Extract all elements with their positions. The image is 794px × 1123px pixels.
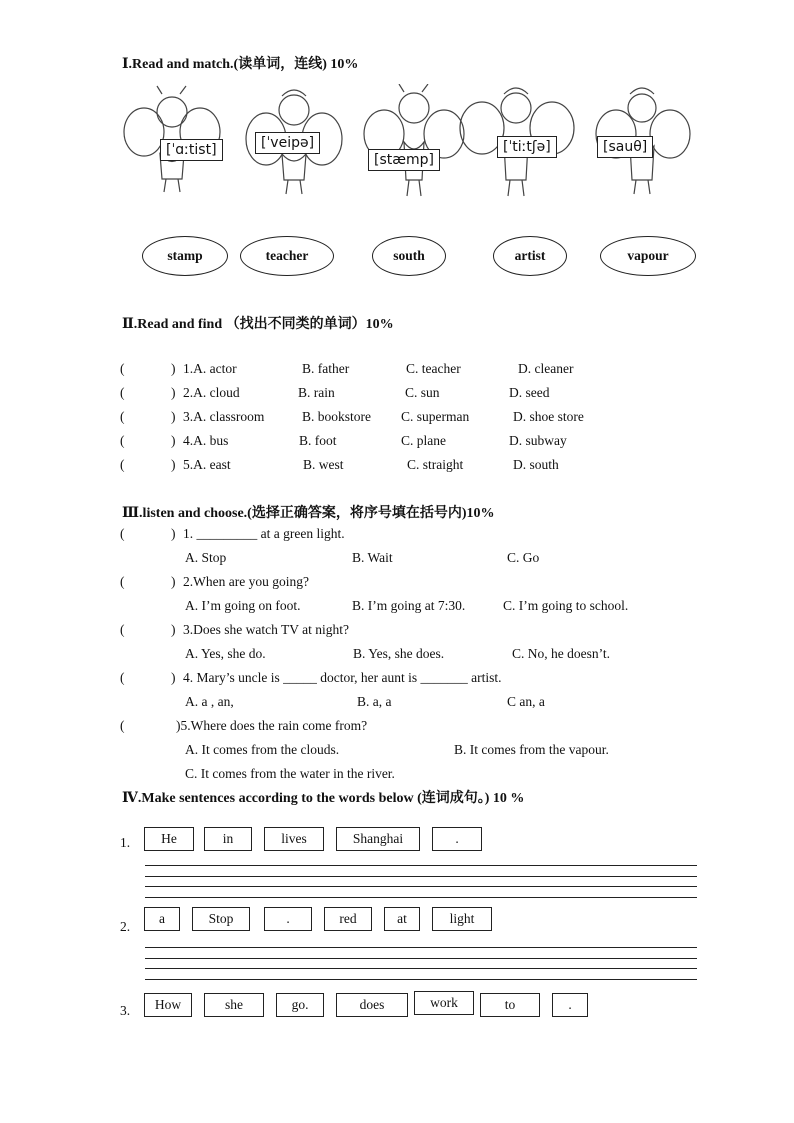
option-d: D. seed [509, 385, 550, 400]
option-a: 4.A. bus [183, 433, 229, 448]
question-4: 4. Mary’s uncle is _____ doctor, her aunt is _______ artist. [183, 670, 502, 685]
option-a: 2.A. cloud [183, 385, 240, 400]
question-2-option-c: C. I’m going to school. [503, 598, 629, 613]
answer-paren-open: ( [120, 385, 125, 400]
word-box: He [144, 827, 194, 851]
phonetic-card-4: [ˈtiːtʃə] [497, 136, 557, 158]
word-box: a [144, 907, 180, 931]
question-5-option-c: C. It comes from the water in the river. [185, 766, 395, 781]
word-box: in [204, 827, 252, 851]
question-5-option-b: B. It comes from the vapour. [454, 742, 609, 757]
section-3-heading: Ⅲ.listen and choose.(选择正确答案，将序号填在括号内)10% [122, 506, 495, 521]
word-box: Stop [192, 907, 250, 931]
sentence-3-number: 3. [120, 1003, 131, 1018]
word-box: Shanghai [336, 827, 420, 851]
answer-paren-close: ) [171, 670, 176, 685]
question-3: 3.Does she watch TV at night? [183, 622, 349, 637]
word-box: she [204, 993, 264, 1017]
option-c: C. plane [401, 433, 446, 448]
question-4-option-a: A. a , an, [185, 694, 234, 709]
bee-figure-2-illustration [364, 84, 464, 196]
word-oval-artist: artist [493, 236, 567, 276]
answer-paren-close: ) [171, 433, 176, 448]
answer-paren-open: ( [120, 433, 125, 448]
option-a: 3.A. classroom [183, 409, 265, 424]
word-box: light [432, 907, 492, 931]
answer-paren-close: ) [171, 361, 176, 376]
question-3-option-c: C. No, he doesn’t. [512, 646, 610, 661]
section-4-heading: Ⅳ.Make sentences according to the words below (连词成句。) 10 % [122, 791, 525, 806]
answer-paren-open: ( [120, 526, 125, 541]
option-d: D. south [513, 457, 559, 472]
word-box: . [552, 993, 588, 1017]
question-2: 2.When are you going? [183, 574, 309, 589]
word-box: . [432, 827, 482, 851]
word-oval-south: south [372, 236, 446, 276]
answer-paren-close: ) [171, 409, 176, 424]
option-d: D. cleaner [518, 361, 574, 376]
sentence-2-number: 2. [120, 919, 131, 934]
word-box: to [480, 993, 540, 1017]
answer-paren-close: ) [171, 526, 176, 541]
question-2-option-a: A. I’m going on foot. [185, 598, 301, 613]
word-box: at [384, 907, 420, 931]
sentence-1-number: 1. [120, 835, 131, 850]
writing-line [145, 968, 697, 969]
writing-line [145, 897, 697, 898]
phonetic-card-5: [sauθ] [597, 136, 653, 158]
section-1-heading: Ⅰ.Read and match.(读单词，连线) 10% [122, 57, 359, 72]
writing-line [145, 886, 697, 887]
question-5-option-a: A. It comes from the clouds. [185, 742, 340, 757]
question-1: 1. _________ at a green light. [183, 526, 345, 541]
writing-line [145, 979, 697, 980]
word-oval-vapour: vapour [600, 236, 696, 276]
answer-paren-open: ( [120, 622, 125, 637]
question-1-option-b: B. Wait [352, 550, 393, 565]
answer-paren-open: ( [120, 574, 125, 589]
writing-line [145, 947, 697, 948]
section-2-heading: Ⅱ.Read and find （找出不同类的单词）10% [122, 317, 394, 332]
question-3-option-a: A. Yes, she do. [185, 646, 266, 661]
word-box: red [324, 907, 372, 931]
question-4-option-b: B. a, a [357, 694, 392, 709]
option-d: D. subway [509, 433, 567, 448]
word-oval-teacher: teacher [240, 236, 334, 276]
option-c: C. straight [407, 457, 464, 472]
option-b: B. rain [298, 385, 335, 400]
phonetic-card-3: [stæmp] [368, 149, 440, 171]
question-3-option-b: B. Yes, she does. [353, 646, 445, 661]
answer-paren-open: ( [120, 409, 125, 424]
answer-paren-close: ) [171, 622, 176, 637]
question-2-option-b: B. I’m going at 7:30. [352, 598, 466, 613]
word-box: How [144, 993, 192, 1017]
phonetic-card-2: [ˈveipə] [255, 132, 320, 154]
word-box: lives [264, 827, 324, 851]
phonetic-card-1: [ˈɑːtist] [160, 139, 223, 161]
question-4-option-c: C an, a [507, 694, 545, 709]
option-a: 1.A. actor [183, 361, 237, 376]
option-c: C. teacher [406, 361, 461, 376]
answer-paren-close: ) [171, 574, 176, 589]
writing-line [145, 876, 697, 877]
option-b: B. father [302, 361, 350, 376]
option-c: C. sun [405, 385, 440, 400]
question-1-option-c: C. Go [507, 550, 540, 565]
word-box: work [414, 991, 474, 1015]
question-1-option-a: A. Stop [185, 550, 227, 565]
option-c: C. superman [401, 409, 470, 424]
option-d: D. shoe store [513, 409, 584, 424]
writing-line [145, 958, 697, 959]
option-b: B. west [303, 457, 344, 472]
answer-paren-open: ( [120, 718, 125, 733]
word-oval-stamp: stamp [142, 236, 228, 276]
word-box: does [336, 993, 408, 1017]
answer-paren-open: ( [120, 457, 125, 472]
word-box: . [264, 907, 312, 931]
answer-paren-open: ( [120, 361, 125, 376]
answer-paren-close: ) [171, 385, 176, 400]
option-b: B. foot [299, 433, 337, 448]
writing-line [145, 865, 697, 866]
word-box: go. [276, 993, 324, 1017]
option-a: 5.A. east [183, 457, 231, 472]
answer-paren-close: ) [171, 457, 176, 472]
answer-paren-open: ( [120, 670, 125, 685]
option-b: B. bookstore [302, 409, 371, 424]
question-5: )5.Where does the rain come from? [176, 718, 368, 733]
